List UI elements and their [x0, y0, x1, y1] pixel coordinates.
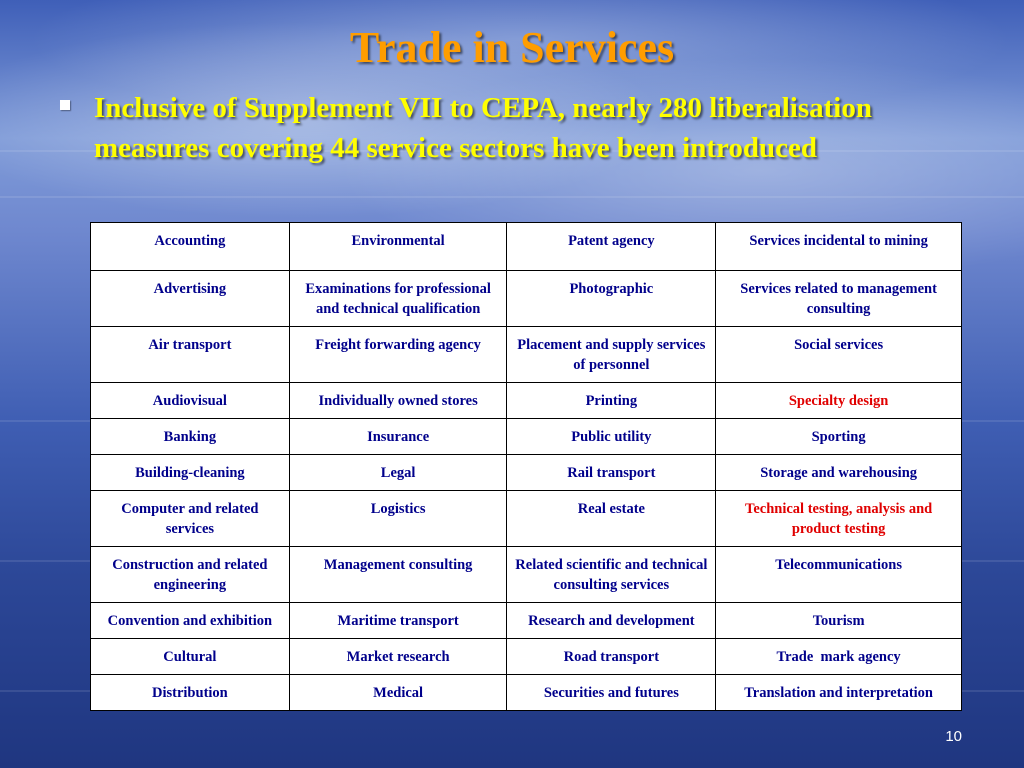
table-cell: Distribution: [91, 675, 290, 711]
table-cell: Logistics: [289, 491, 507, 547]
table-row: [91, 271, 962, 327]
background-wave: [0, 196, 1024, 198]
table-cell: Services incidental to mining: [716, 223, 962, 271]
table-cell: Placement and supply services of personnel: [507, 327, 716, 383]
table-cell: Insurance: [289, 419, 507, 455]
table-row: [91, 383, 962, 419]
bullet-item: [56, 88, 936, 168]
table-cell: Patent agency: [507, 223, 716, 271]
table-cell: Securities and futures: [507, 675, 716, 711]
table-cell: Printing: [507, 383, 716, 419]
table-cell: Related scientific and technical consulting services: [507, 547, 716, 603]
table-cell: Maritime transport: [289, 603, 507, 639]
table-cell: Storage and warehousing: [716, 455, 962, 491]
table-cell: Air transport: [91, 327, 290, 383]
table-row: [91, 603, 962, 639]
table-cell: Social services: [716, 327, 962, 383]
table-cell: Legal: [289, 455, 507, 491]
table-cell-highlighted: Technical testing, analysis and product testing: [716, 491, 962, 547]
table-row: [91, 223, 962, 271]
table-cell: Photographic: [507, 271, 716, 327]
bullet-text: Inclusive of Supplement VII to CEPA, nearly 280 liberalisation measures covering 44 service sectors have been introduced: [94, 92, 872, 164]
table-cell: Services related to management consulting: [716, 271, 962, 327]
table-row: [91, 675, 962, 711]
page-number: 10: [945, 728, 962, 745]
table-cell: Advertising: [91, 271, 290, 327]
table-cell: Environmental: [289, 223, 507, 271]
table-cell: Construction and related engineering: [91, 547, 290, 603]
table-cell: Individually owned stores: [289, 383, 507, 419]
table-row: [91, 639, 962, 675]
table-cell: Rail transport: [507, 455, 716, 491]
table-cell: Computer and related services: [91, 491, 290, 547]
table-cell: Cultural: [91, 639, 290, 675]
table-cell: Translation and interpretation: [716, 675, 962, 711]
table-cell: Convention and exhibition: [91, 603, 290, 639]
table-cell: Real estate: [507, 491, 716, 547]
table-cell: Accounting: [91, 223, 290, 271]
square-bullet-icon: [60, 100, 70, 110]
table-cell: Building-cleaning: [91, 455, 290, 491]
table-cell: Public utility: [507, 419, 716, 455]
table-cell: Examinations for professional and technical qualification: [289, 271, 507, 327]
table-cell: Freight forwarding agency: [289, 327, 507, 383]
table-row: [91, 327, 962, 383]
table-cell: Banking: [91, 419, 290, 455]
table-cell: Trade mark agency: [716, 639, 962, 675]
slide-title: Trade in Services: [349, 23, 675, 72]
table-cell: Market research: [289, 639, 507, 675]
table-row: [91, 455, 962, 491]
table-cell: Research and development: [507, 603, 716, 639]
table-cell: Telecommunications: [716, 547, 962, 603]
table-cell: Sporting: [716, 419, 962, 455]
table-cell-highlighted: Specialty design: [716, 383, 962, 419]
table-cell: Road transport: [507, 639, 716, 675]
service-sectors-table: [90, 222, 962, 711]
table-row: [91, 547, 962, 603]
table-cell: Audiovisual: [91, 383, 290, 419]
table-cell: Tourism: [716, 603, 962, 639]
table-row: [91, 491, 962, 547]
table-cell: Management consulting: [289, 547, 507, 603]
table-cell: Medical: [289, 675, 507, 711]
table-row: [91, 419, 962, 455]
